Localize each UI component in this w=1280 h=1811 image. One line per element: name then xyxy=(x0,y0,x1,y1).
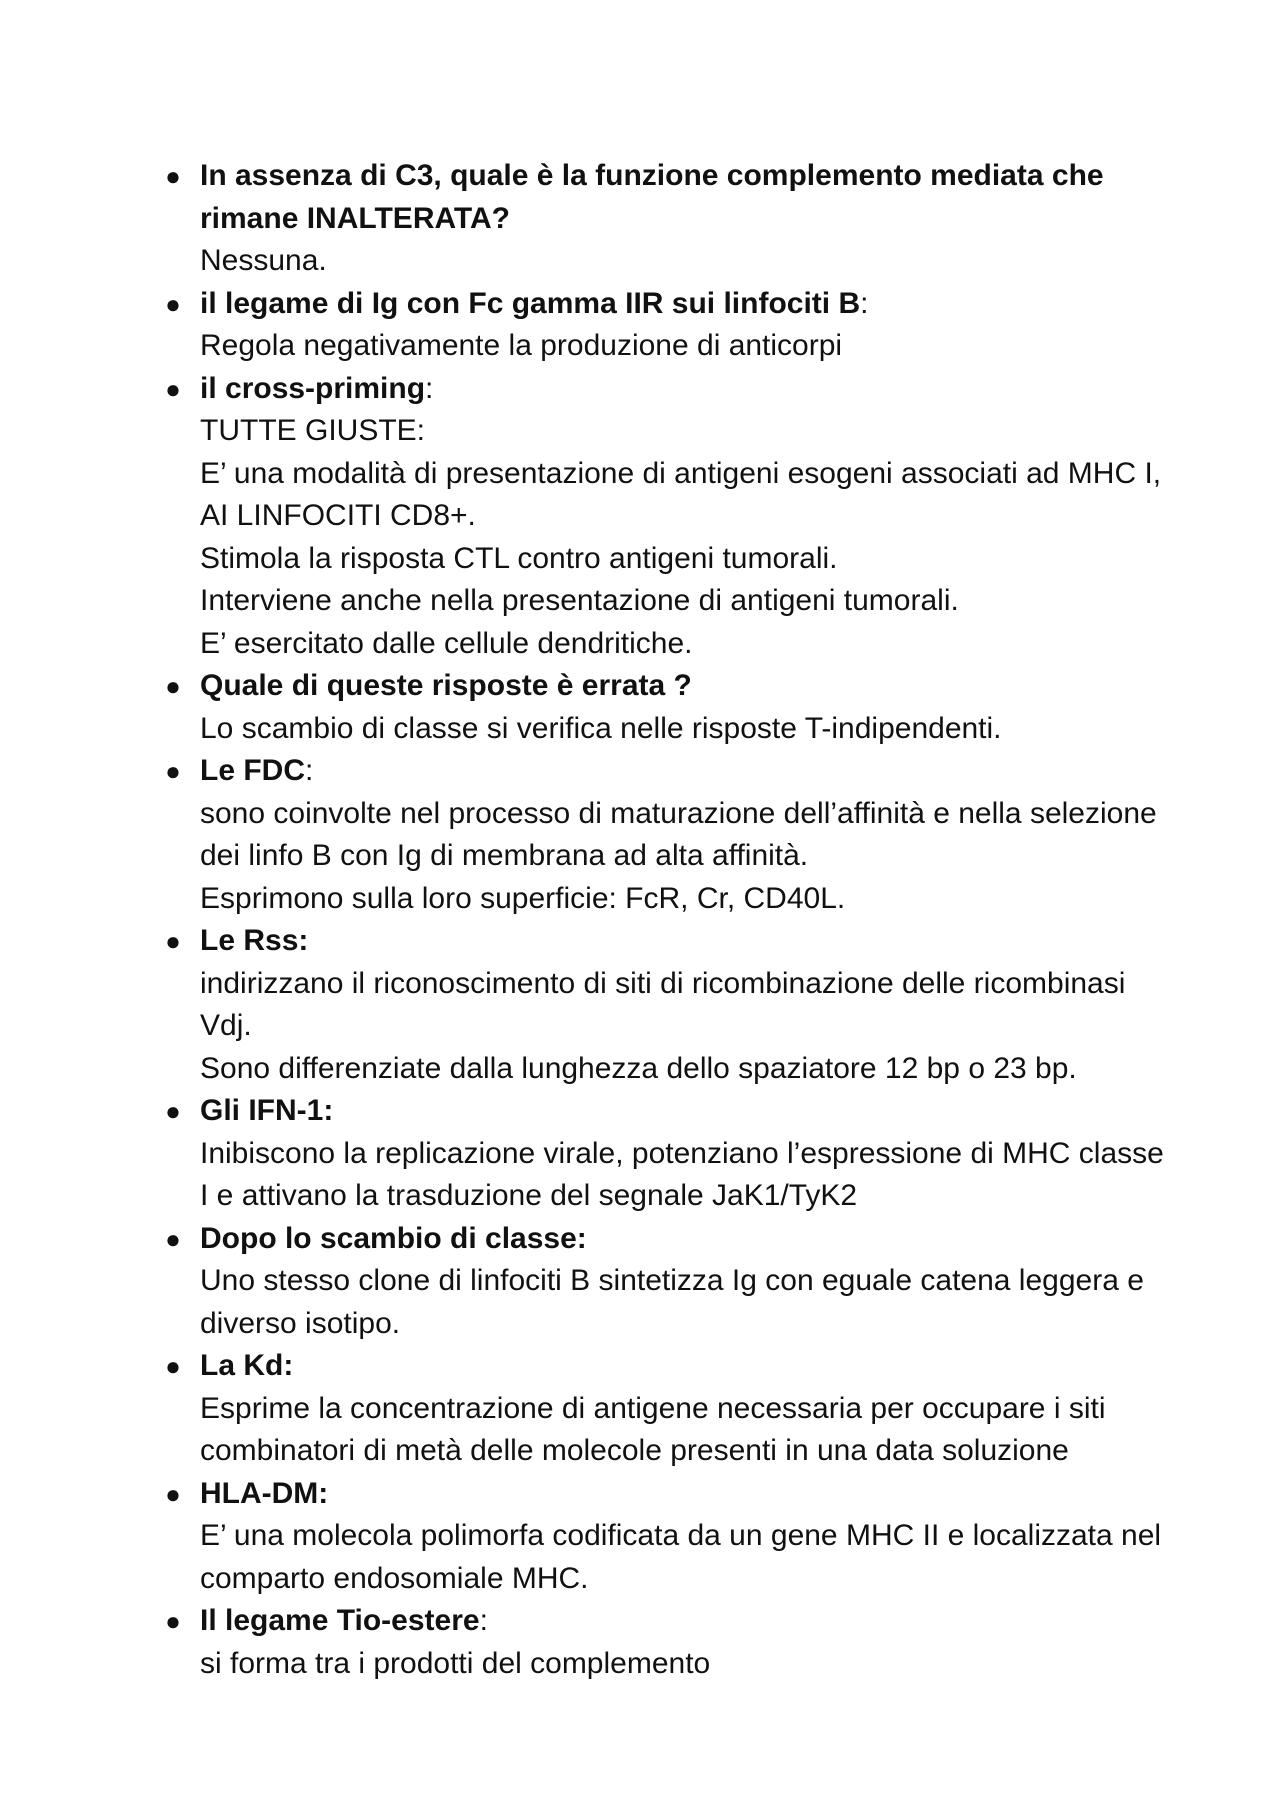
answer-text: E’ una modalità di presentazione di antigeni esogeni associati ad MHC I, AI LINFOCITI CD8+. xyxy=(200,456,1162,532)
question-text xyxy=(200,750,1170,793)
question-suffix: : xyxy=(479,1604,488,1637)
question-text xyxy=(200,1090,1170,1133)
question-bold: il cross-priming xyxy=(200,371,426,405)
bullet-icon: ● xyxy=(165,1478,181,1509)
question-bold: il legame di Ig con Fc gamma IIR sui linfociti B xyxy=(200,286,861,320)
answer-text: Esprimono sulla loro superficie: FcR, Cr, CD40L. xyxy=(200,881,846,915)
question-text xyxy=(200,368,1170,411)
question-text xyxy=(200,1218,1170,1261)
bullet-icon: ● xyxy=(165,161,181,191)
question-text xyxy=(200,283,1170,326)
question-bold: Quale di queste risposte è errata ? xyxy=(200,669,692,702)
question-bold: Le FDC xyxy=(200,754,305,787)
qa-item xyxy=(160,1218,1170,1346)
qa-item xyxy=(160,1345,1170,1473)
answer-text: Nessuna. xyxy=(200,244,327,277)
qa-item xyxy=(160,368,1170,666)
bullet-icon: ● xyxy=(165,1351,181,1381)
bullet-icon: ● xyxy=(165,1606,181,1636)
bullet-icon: ● xyxy=(165,671,181,701)
answer-text: Uno stesso clone di linfociti B sintetizza Ig con eguale catena leggera e diverso isotipo. xyxy=(200,1264,1144,1340)
question-text xyxy=(200,155,1170,240)
qa-item xyxy=(160,283,1170,368)
answer-text: E’ una molecola polimorfa codificata da un gene MHC II e localizzata nel comparto endosomiale MHC. xyxy=(200,1519,1162,1595)
qa-list xyxy=(160,155,1170,1685)
bullet-icon: ● xyxy=(165,926,181,956)
answer-text: Interviene anche nella presentazione di antigeni tumorali. xyxy=(200,584,959,617)
answer-text: E’ esercitato dalle cellule dendritiche. xyxy=(200,626,693,660)
question-bold: HLA-DM: xyxy=(200,1476,329,1510)
question-bold: Gli IFN-1: xyxy=(200,1094,334,1127)
qa-item xyxy=(160,1090,1170,1218)
answer-text: Regola negativamente la produzione di anticorpi xyxy=(200,329,843,362)
qa-item xyxy=(160,155,1170,283)
question-bold: Le Rss: xyxy=(200,924,309,957)
answer-text: Esprime la concentrazione di antigene necessaria per occupare i siti combinatori di metà delle molecole presenti in una data soluzione xyxy=(200,1391,1106,1467)
question-text xyxy=(200,1600,1170,1643)
bullet-icon: ● xyxy=(165,1096,181,1126)
answer-text: Inibiscono la replicazione virale, potenziano l’espressione di MHC classe I e attivano la trasduzione del segnale JaK1/TyK2 xyxy=(200,1136,1164,1212)
qa-item xyxy=(160,750,1170,920)
question-text xyxy=(200,1345,1170,1388)
answer-text: TUTTE GIUSTE: xyxy=(200,414,425,447)
bullet-icon: ● xyxy=(165,1223,181,1254)
question-text xyxy=(200,665,1170,708)
question-suffix: : xyxy=(305,754,314,787)
question-suffix: : xyxy=(860,286,869,320)
answer-text: indirizzano il riconoscimento di siti di ricombinazione delle ricombinasi Vdj. xyxy=(200,966,1126,1042)
question-text xyxy=(200,1473,1170,1516)
answer-text: Sono differenziate dalla lunghezza dello spaziatore 12 bp o 23 bp. xyxy=(200,1051,1077,1085)
answer-text: Stimola la risposta CTL contro antigeni tumorali. xyxy=(200,541,838,575)
answer-text: Lo scambio di classe si verifica nelle risposte T-indipendenti. xyxy=(200,711,1002,745)
question-bold: Dopo lo scambio di classe: xyxy=(200,1221,587,1255)
bullet-icon: ● xyxy=(165,288,181,319)
answer-text: sono coinvolte nel processo di maturazione dell’affinità e nella selezione dei linfo B con Ig di membrana ad alta affinità. xyxy=(200,796,1157,872)
answer-text: si forma tra i prodotti del complemento xyxy=(200,1646,711,1680)
qa-item xyxy=(160,920,1170,1090)
question-text xyxy=(200,920,1170,963)
question-suffix: : xyxy=(425,371,434,405)
question-bold: In assenza di C3, quale è la funzione complemento mediata che rimane INALTERATA? xyxy=(200,159,1104,235)
qa-item xyxy=(160,1600,1170,1685)
bullet-icon: ● xyxy=(165,373,181,404)
qa-item xyxy=(160,1473,1170,1601)
qa-item xyxy=(160,665,1170,750)
bullet-icon: ● xyxy=(165,756,181,786)
question-bold: La Kd: xyxy=(200,1349,294,1382)
question-bold: Il legame Tio-estere xyxy=(200,1604,480,1637)
